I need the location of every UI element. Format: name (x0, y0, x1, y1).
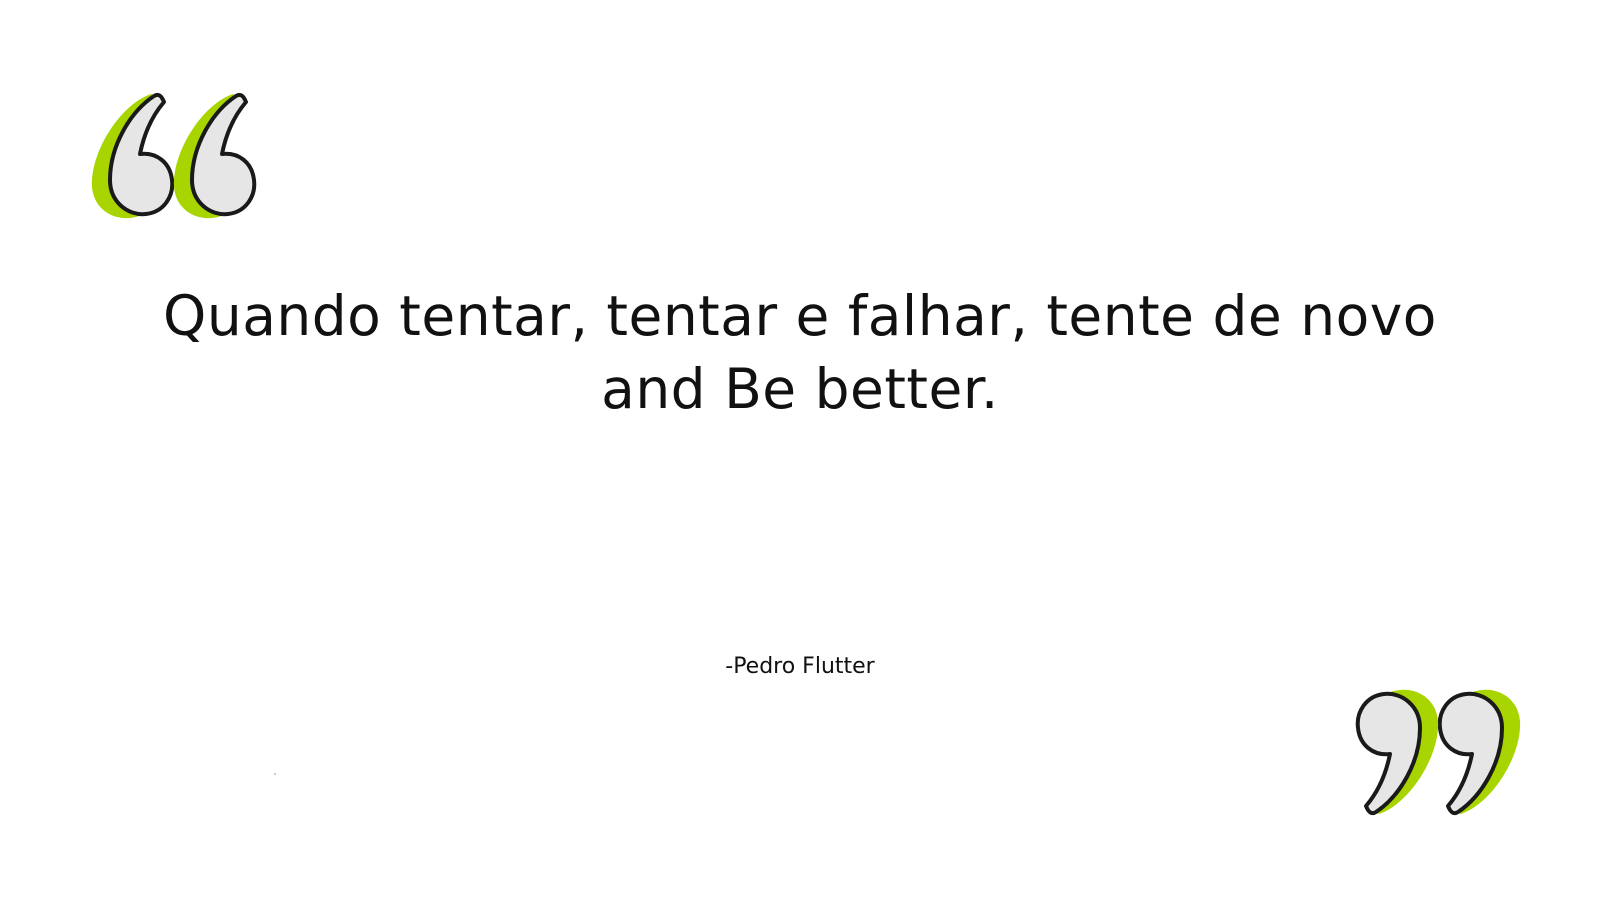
quote-line-1: Quando tentar, tentar e falhar, tente de novo (163, 284, 1437, 348)
opening-quote-icon (88, 86, 268, 226)
quote-line-2: and Be better. (601, 357, 999, 421)
decorative-dot (274, 773, 276, 775)
quote-text (140, 280, 1460, 426)
quote-author: -Pedro Flutter (725, 654, 875, 679)
closing-quote-icon (1344, 682, 1524, 822)
